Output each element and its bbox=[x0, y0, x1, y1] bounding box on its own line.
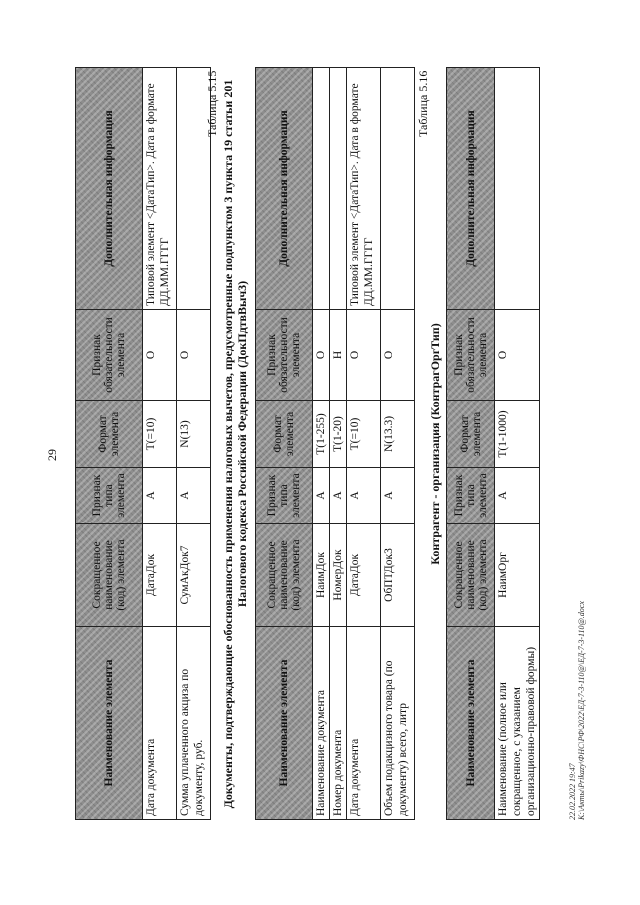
cell: НаимОрг bbox=[495, 524, 540, 627]
header-cell: Дополнительная информация bbox=[447, 68, 495, 310]
cell: О bbox=[313, 310, 330, 401]
cell: T(=10) bbox=[143, 401, 177, 468]
cell: N(13) bbox=[177, 401, 211, 468]
footer-path: К:\Акты\Prikazy\ФНС\РФ\2022\ЕД-7-3-110@\ЕД-7-3-110@.docx bbox=[577, 601, 586, 820]
table-header-row bbox=[447, 68, 495, 820]
cell: А bbox=[330, 468, 347, 524]
header-cell: Признак обязательности элемента bbox=[76, 310, 143, 401]
header-cell: Признак обязательности элемента bbox=[447, 310, 495, 401]
cell: Объем подакцизного товара (по документу) всего, литр bbox=[381, 627, 415, 820]
footer-print-info bbox=[568, 520, 586, 820]
cell: Типовой элемент <ДатаТип>. Дата в формате ДД.ММ.ГГГГ bbox=[143, 68, 177, 310]
table-row bbox=[495, 68, 540, 820]
cell: Дата документа bbox=[347, 627, 381, 820]
header-cell: Формат элемента bbox=[256, 401, 313, 468]
table-row bbox=[330, 68, 347, 820]
table-row bbox=[381, 68, 415, 820]
cell: T(=10) bbox=[347, 401, 381, 468]
cell: О bbox=[177, 310, 211, 401]
header-cell: Признак типа элемента bbox=[256, 468, 313, 524]
table-row bbox=[313, 68, 330, 820]
cell bbox=[313, 68, 330, 310]
cell: Сумма уплаченного акциза по документу, руб. bbox=[177, 627, 211, 820]
cell: Дата документа bbox=[143, 627, 177, 820]
header-cell: Наименование элемента bbox=[447, 627, 495, 820]
header-cell: Признак типа элемента bbox=[76, 468, 143, 524]
header-cell: Сокращенное наименование (код) элемента bbox=[447, 524, 495, 627]
header-cell: Дополнительная информация bbox=[76, 68, 143, 310]
cell: О bbox=[381, 310, 415, 401]
header-cell: Дополнительная информация bbox=[256, 68, 313, 310]
header-cell: Признак обязательности элемента bbox=[256, 310, 313, 401]
table-row bbox=[177, 68, 211, 820]
cell: Номер документа bbox=[330, 627, 347, 820]
header-cell: Сокращенное наименование (код) элемента bbox=[256, 524, 313, 627]
table-516 bbox=[446, 67, 540, 820]
cell: НаимДок bbox=[313, 524, 330, 627]
cell: ОбПТДок3 bbox=[381, 524, 415, 627]
cell: ДатаДок bbox=[143, 524, 177, 627]
table-515-label: Таблица 5.15 bbox=[205, 70, 219, 137]
cell: О bbox=[347, 310, 381, 401]
footer-date: 22.02.2022 19:47 bbox=[568, 763, 577, 820]
header-cell: Наименование элемента bbox=[256, 627, 313, 820]
cell: СумАкДок7 bbox=[177, 524, 211, 627]
table-515-title: Документы, подтверждающие обоснованность применения налоговых вычетов, предусмотренные подпунктом 3 пункта 19 статьи 201 Налогового кодекса Российской Федерации (ДокПдтвВыч3) bbox=[221, 79, 249, 809]
cell: Наименование (полное или сокращенное, с указанием организационно-правовой формы) bbox=[495, 627, 540, 820]
header-cell: Наименование элемента bbox=[76, 627, 143, 820]
table-header-row bbox=[76, 68, 143, 820]
cell: Типовой элемент <ДатаТип>. Дата в формате ДД.ММ.ГГГГ bbox=[347, 68, 381, 310]
cell: А bbox=[381, 468, 415, 524]
header-cell: Признак типа элемента bbox=[447, 468, 495, 524]
cell: А bbox=[177, 468, 211, 524]
cell bbox=[381, 68, 415, 310]
cell bbox=[330, 68, 347, 310]
cell: НомерДок bbox=[330, 524, 347, 627]
cell: N(13.3) bbox=[381, 401, 415, 468]
cell: А bbox=[143, 468, 177, 524]
cell bbox=[495, 68, 540, 310]
table-516-label: Таблица 5.16 bbox=[416, 70, 430, 137]
cell: Н bbox=[330, 310, 347, 401]
cell: А bbox=[495, 468, 540, 524]
cell: Наименование документа bbox=[313, 627, 330, 820]
header-cell: Сокращенное наименование (код) элемента bbox=[76, 524, 143, 627]
cell: T(1-20) bbox=[330, 401, 347, 468]
table-row bbox=[143, 68, 177, 820]
cell: T(1-255) bbox=[313, 401, 330, 468]
table-515 bbox=[255, 67, 415, 820]
table-header-row bbox=[256, 68, 313, 820]
table-516-title: Контрагент - организация (КонтрагОргТип) bbox=[428, 323, 442, 565]
cell: О bbox=[143, 310, 177, 401]
cell: ДатаДок bbox=[347, 524, 381, 627]
cell: А bbox=[313, 468, 330, 524]
cell: T(1-1000) bbox=[495, 401, 540, 468]
cell: А bbox=[347, 468, 381, 524]
header-cell: Формат элемента bbox=[447, 401, 495, 468]
table-row bbox=[347, 68, 381, 820]
header-cell: Формат элемента bbox=[76, 401, 143, 468]
cell: О bbox=[495, 310, 540, 401]
page-number: 29 bbox=[45, 449, 59, 461]
table-top bbox=[75, 67, 211, 820]
